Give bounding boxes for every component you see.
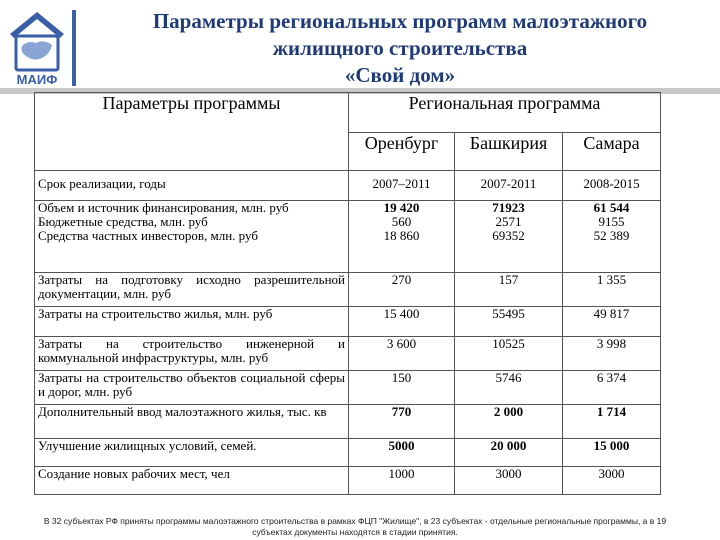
table-cell: 55495 [455, 307, 563, 337]
table-cell: 5746 [455, 371, 563, 405]
table-cell: 1000 [349, 467, 455, 495]
svg-text:МАИФ: МАИФ [16, 72, 58, 87]
row-label: Улучшение жилищных условий, семей. [35, 439, 349, 467]
table-cell: 10525 [455, 337, 563, 371]
table-cell: 61 544 [593, 200, 630, 215]
title-line-2: жилищного строительства [272, 36, 528, 60]
parameters-table [34, 92, 661, 495]
row-label: Дополнительный ввод малоэтажного жилья, тыс. кв [35, 405, 349, 439]
funding-values-samara [563, 201, 661, 273]
row-label: Средства частных инвесторов, млн. руб [38, 228, 258, 243]
table-cell: 49 817 [563, 307, 661, 337]
param-column-header: Параметры программы [35, 93, 349, 171]
table-cell: 2007–2011 [349, 171, 455, 201]
table-cell: 5000 [349, 439, 455, 467]
funding-labels-cell [35, 201, 349, 273]
table-cell: 2571 [495, 214, 522, 229]
table-cell: 15 400 [349, 307, 455, 337]
table-cell: 3000 [563, 467, 661, 495]
table-cell: 69352 [492, 228, 525, 243]
slide-header [0, 0, 720, 92]
table-cell: 770 [349, 405, 455, 439]
row-label: Объем и источник финансирования, млн. руб [38, 200, 289, 215]
region-header-samara: Самара [563, 133, 661, 171]
table-cell: 52 389 [593, 228, 630, 243]
table-cell: 20 000 [455, 439, 563, 467]
funding-values-orenburg [349, 201, 455, 273]
table-cell: 2007-2011 [455, 171, 563, 201]
row-label: Создание новых рабочих мест, чел [35, 467, 349, 495]
table-cell: 18 860 [383, 228, 420, 243]
table-cell: 270 [349, 273, 455, 307]
table-cell: 157 [455, 273, 563, 307]
table-cell: 2008-2015 [563, 171, 661, 201]
row-label: Затраты на строительство объектов социальной сферы и дорог, млн. руб [35, 371, 349, 405]
table-cell: 2 000 [455, 405, 563, 439]
table-cell: 15 000 [563, 439, 661, 467]
table-cell: 9155 [598, 214, 625, 229]
region-header-bashkiria: Башкирия [455, 133, 563, 171]
page-title [100, 8, 700, 89]
table-cell: 3 998 [563, 337, 661, 371]
table-cell: 71923 [492, 200, 525, 215]
regional-column-header: Региональная программа [349, 93, 661, 133]
footnote: В 32 субъектах РФ приняты программы малоэтажного строительства в рамках ФЦП "Жилище", в 23 субъектах - отдельные региональные программы, а в 19 субъектах документы находятся в стадии принятия. [43, 516, 667, 537]
maif-logo [6, 8, 68, 88]
table-cell: 560 [391, 214, 412, 229]
document-scan [0, 92, 720, 540]
row-label: Затраты на подготовку исходно разрешительной документации, млн. руб [35, 273, 349, 307]
table-cell: 3 600 [349, 337, 455, 371]
table-cell: 19 420 [383, 200, 420, 215]
logo-divider [72, 10, 76, 86]
row-label: Срок реализации, годы [35, 171, 349, 201]
table-cell: 1 714 [563, 405, 661, 439]
funding-values-bashkiria [455, 201, 563, 273]
title-line-1: Параметры региональных программ малоэтажного [152, 9, 648, 33]
region-header-orenburg: Оренбург [349, 133, 455, 171]
row-label: Бюджетные средства, млн. руб [38, 214, 208, 229]
row-label: Затраты на строительство инженерной и коммунальной инфраструктуры, млн. руб [35, 337, 349, 371]
table-cell: 150 [349, 371, 455, 405]
title-line-3: «Свой дом» [344, 63, 456, 87]
table-cell: 3000 [455, 467, 563, 495]
table-cell: 6 374 [563, 371, 661, 405]
row-label: Затраты на строительство жилья, млн. руб [35, 307, 349, 337]
table-cell: 1 355 [563, 273, 661, 307]
